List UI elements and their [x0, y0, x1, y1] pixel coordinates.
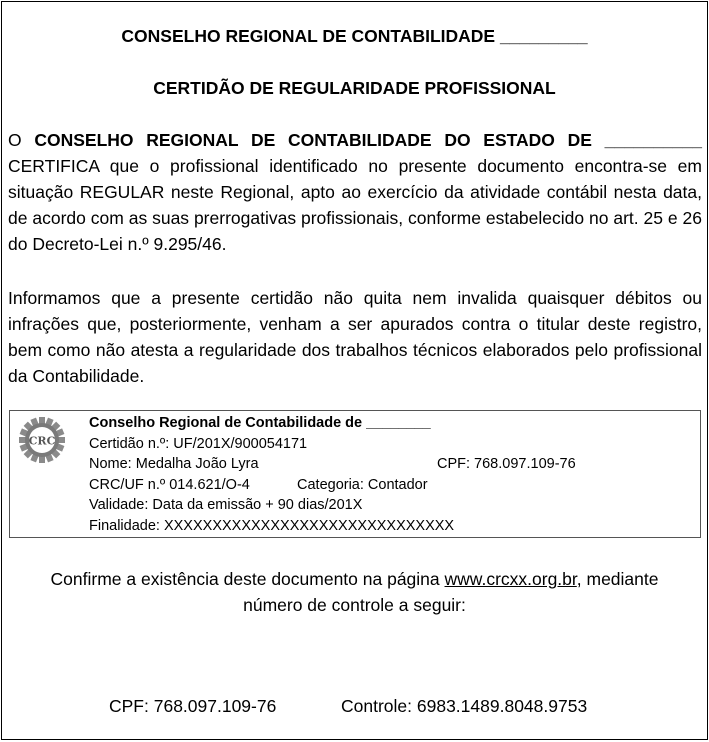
disclaimer-paragraph: Informamos que a presente certidão não quita nem invalida quaisquer débitos ou infrações que, posteriormente, venham a ser apurados contra o titular deste registro, bem como não atesta a regularidade dos trabalhos técnicos elaborados pelo profissional da Contabilidade. — [8, 288, 702, 386]
certificate-page — [1, 1, 708, 740]
certificate-card — [9, 410, 701, 538]
footer-cpf: CPF: 768.097.109-76 — [109, 696, 277, 716]
verification-prefix: Confirme a existência deste documento na página — [50, 569, 445, 589]
name-row — [89, 454, 689, 475]
verification-link[interactable]: www.crcxx.org.br — [444, 569, 577, 589]
category: Categoria: Contador — [297, 476, 428, 493]
verification-line-1 — [2, 566, 707, 592]
certification-text: CERTIFICA que o profissional identificado no presente documento encontra-se em situação REGULAR neste Regional, apto ao exercício da atividade contábil nesta data, de acordo com as suas prerrogativas profissionais, conforme estabelecido no art. 25 e 26 do Decreto-Lei n.º 9.295/46. — [8, 156, 702, 254]
control-number: Controle: 6983.1489.8048.9753 — [341, 696, 588, 716]
certidao-number: Certidão n.º: UF/201X/900054171 — [89, 435, 308, 452]
crc-row — [89, 475, 689, 496]
purpose: Finalidade: XXXXXXXXXXXXXXXXXXXXXXXXXXXXXX — [89, 517, 455, 534]
verification-instructions — [2, 566, 707, 618]
holder-name: Nome: Medalha João Lyra — [89, 456, 259, 472]
paragraph-prefix: O — [8, 130, 35, 150]
verification-line-2: número de controle a seguir: — [243, 595, 466, 615]
crc-gear-logo-icon — [18, 416, 66, 464]
crc-number: CRC/UF n.º 014.621/O-4 — [89, 476, 250, 493]
verification-suffix: , mediante — [576, 569, 659, 589]
validity: Validade: Data da emissão + 90 dias/201X — [89, 497, 363, 513]
holder-cpf: CPF: 768.097.109-76 — [437, 456, 576, 472]
council-name-bold: CONSELHO REGIONAL DE CONTABILIDADE DO ESTADO DE __________ — [34, 130, 702, 150]
certification-paragraph — [8, 127, 702, 257]
card-title: Conselho Regional de Contabilidade de ________ — [89, 415, 431, 431]
certificate-title: CERTIDÃO DE REGULARIDADE PROFISSIONAL — [153, 78, 556, 98]
logo-text: CRC — [28, 434, 56, 448]
council-title: CONSELHO REGIONAL DE CONTABILIDADE _________ — [121, 26, 588, 46]
